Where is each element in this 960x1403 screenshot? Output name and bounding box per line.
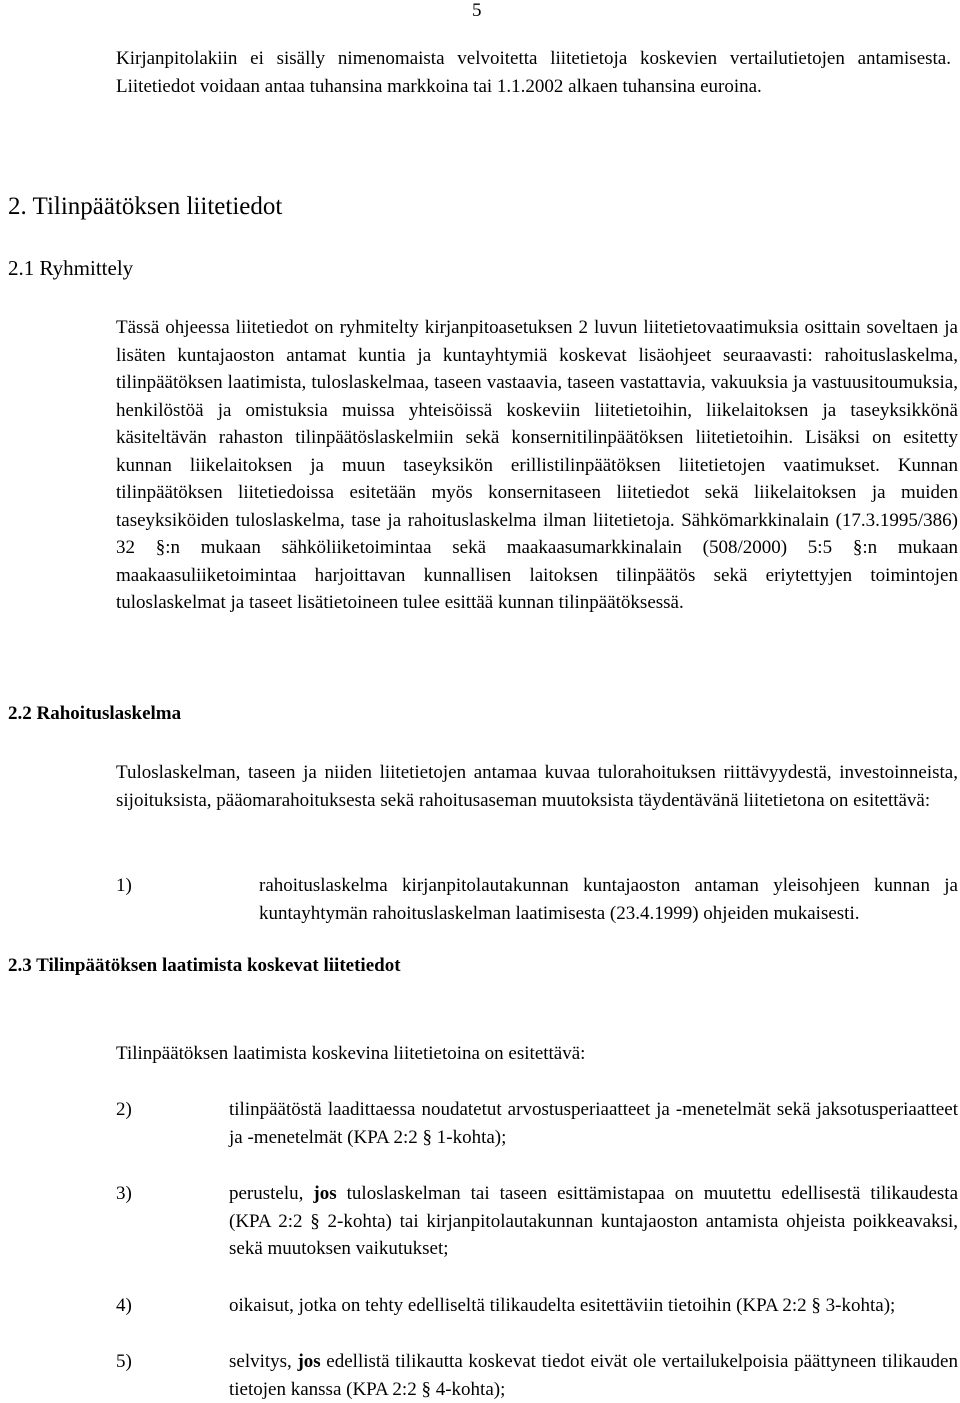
list-item-number: 5) (116, 1351, 132, 1372)
section-2-2-heading: 2.2 Rahoituslaskelma (8, 703, 182, 724)
list-item-text-part: perustelu, (229, 1183, 314, 1204)
list-item-emphasis: jos (297, 1351, 321, 1372)
list-item-text (229, 1180, 958, 1263)
section-2-3-paragraph: Tilinpäätöksen laatimista koskevina liitetietoina on esitettävä: (116, 1043, 586, 1064)
list-item-text: rahoituslaskelma kirjanpitolautakunnan kuntajaoston antaman yleisohjeen kunnan ja kuntayhtymän rahoituslaskelman laatimisesta (23.4.1999) ohjeiden mukaisesti. (259, 875, 958, 924)
list-item-text: oikaisut, jotka on tehty edelliseltä tilikaudelta esitettäviin tietoihin (KPA 2:2 § 3-kohta); (229, 1295, 896, 1316)
list-item-text-part: tuloslaskelman tai taseen esittämistapaa on muutettu edellisestä tilikaudesta (KPA 2:2 § 2-kohta) tai kirjanpitolautakunnan kuntajaoston antamista ohjeista poikkeavaksi, sekä muutoksen vaikutukset; (229, 1183, 958, 1259)
list-item-text: tilinpäätöstä laadittaessa noudatetut arvostusperiaatteet ja -menetelmät sekä jaksotusperiaatteet ja -menetelmät (KPA 2:2 § 1-kohta); (229, 1099, 958, 1148)
intro-paragraph: Kirjanpitolakiin ei sisälly nimenomaista velvoitetta liitetietoja koskevien vertailutietojen antamisesta. Liitetiedot voidaan antaa tuhansina markkoina tai 1.1.2002 alkaen tuhansina euroina. (116, 48, 951, 97)
list-item-text-part: edellistä tilikautta koskevat tiedot eivät ole vertailukelpoisia päättyneen tilikauden tietojen kanssa (KPA 2:2 § 4-kohta); (229, 1351, 958, 1400)
list-item-number: 3) (116, 1183, 132, 1204)
list-item-emphasis: jos (313, 1183, 337, 1204)
list-item-number: 4) (116, 1295, 132, 1316)
section-2-3-heading: 2.3 Tilinpäätöksen laatimista koskevat liitetiedot (8, 955, 401, 976)
section-2-1-heading: 2.1 Ryhmittely (8, 256, 134, 280)
section-2-2-paragraph: Tuloslaskelman, taseen ja niiden liitetietojen antamaa kuvaa tulorahoituksen riittävyydestä, investoinneista, sijoituksista, pääomarahoituksesta sekä rahoitusaseman muutoksista täydentävänä liitetietona on esitettävä: (116, 762, 958, 811)
list-item-text-part: selvitys, (229, 1351, 298, 1372)
list-item-number: 1) (116, 875, 132, 896)
page-number: 5 (472, 0, 482, 21)
list-item-text (229, 1348, 958, 1403)
list-item-number: 2) (116, 1099, 132, 1120)
section-2-1-paragraph: Tässä ohjeessa liitetiedot on ryhmitelty kirjanpitoasetuksen 2 luvun liitetietovaatimuksia osittain soveltaen ja lisäten kuntajaoston antamat kuntia ja kuntayhtymiä koskevat lisäohjeet seuraavasti: rahoituslaskelma, tilinpäätöksen laatimista, tuloslaskelmaa, taseen vastaavia, taseen vastattavia, vakuuksia ja vastuusitoumuksia, henkilöstöä ja omistuksia muissa yhteisöissä koskeviin liitetietoihin, liikelaitoksen ja taseyksikkönä käsiteltävän rahaston tilinpäätöslaskelmiin sekä konsernitilinpäätöksen liitetietoihin. Lisäksi on esitetty kunnan liikelaitoksen ja muun taseyksikön erillistilinpäätöksen liitetietojen vaatimukset. Kunnan tilinpäätöksen liitetiedoissa esitetään myös konsernitaseen liitetiedot sekä liikelaitoksen ja muiden taseyksiköiden tuloslaskelma, tase ja rahoituslaskelma ilman liitetietoja. Sähkömarkkinalain (17.3.1995/386) 32 §:n mukaan sähköliiketoimintaa sekä maakaasumarkkinalain (508/2000) 5:5 §:n mukaan maakaasuliiketoimintaa harjoittavan kunnallisen laitoksen tilinpäätös sekä eriytettyjen toimintojen tuloslaskelmat ja taseet lisätietoineen tulee esittää kunnan tilinpäätöksessä. (116, 317, 958, 613)
section-2-heading: 2. Tilinpäätöksen liitetiedot (8, 193, 283, 220)
